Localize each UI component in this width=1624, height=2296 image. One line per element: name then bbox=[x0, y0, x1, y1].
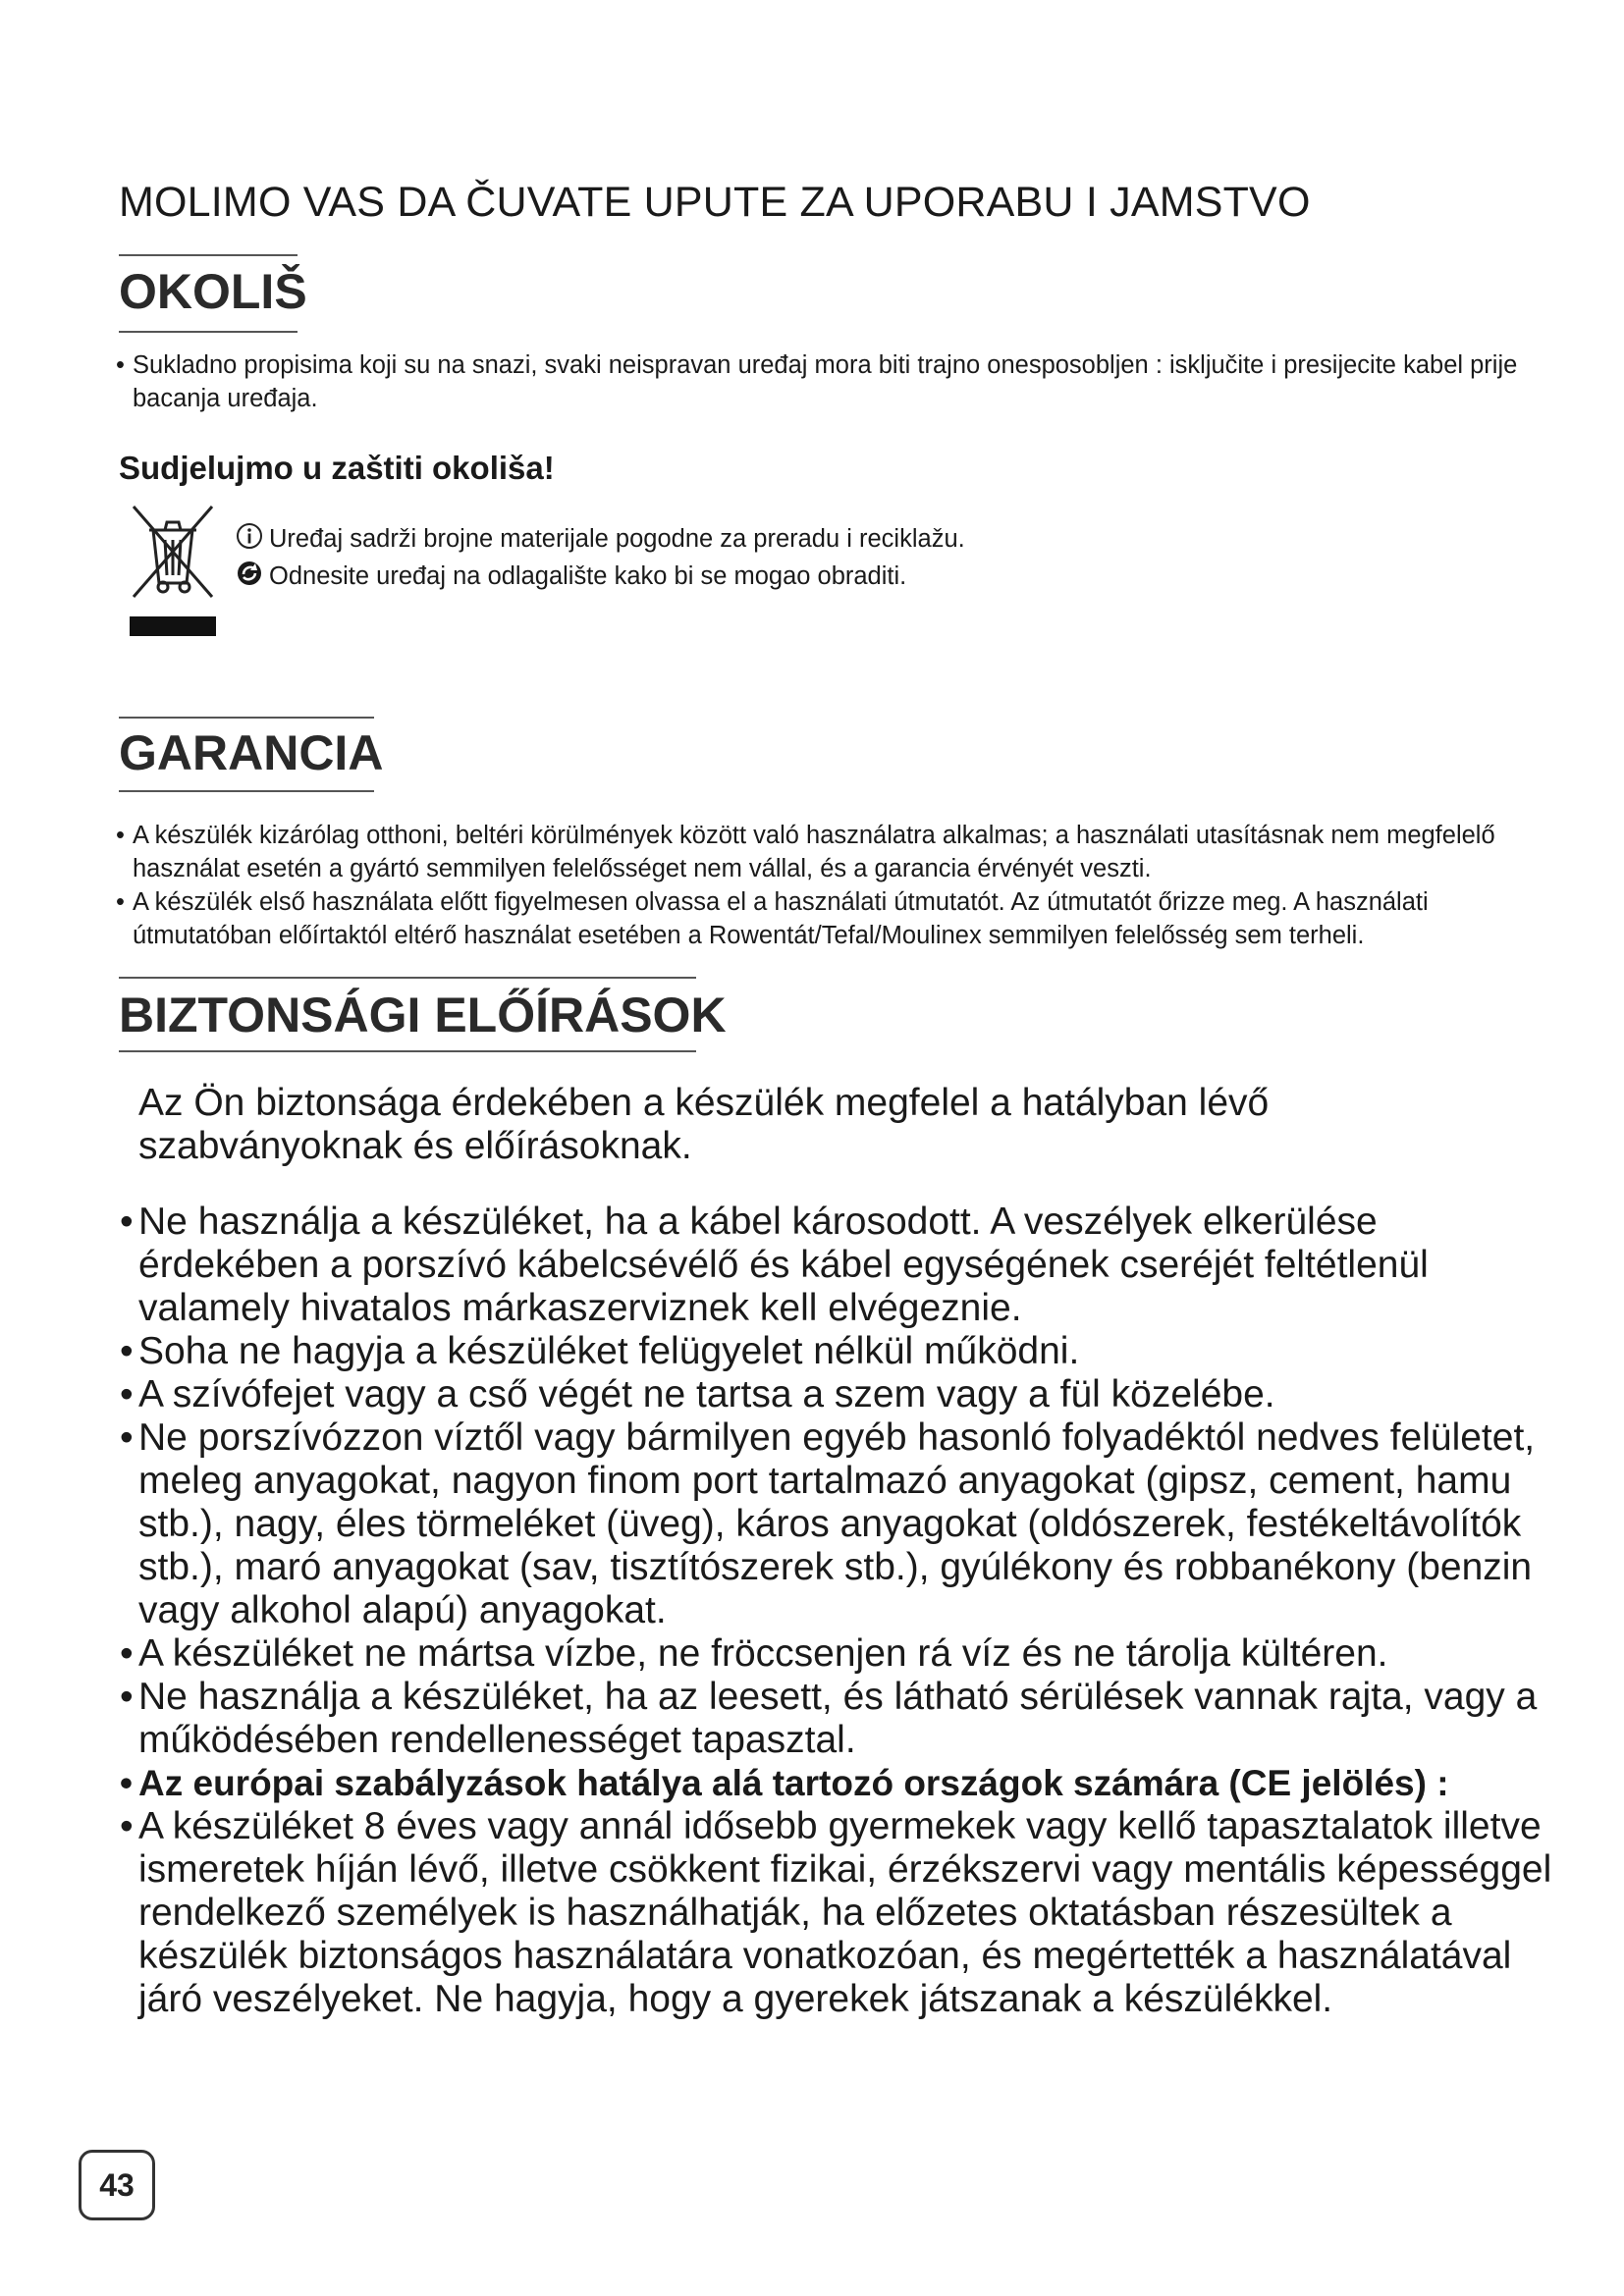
info-circle-icon bbox=[236, 522, 263, 559]
biztonsagi-bullets bbox=[120, 1201, 1553, 2021]
list-item: • A készülék kizárólag otthoni, beltéri körülmények között való használatra alkalmas; a használati utasításnak nem megfelelő használat esetén a gyártó semmilyen felelősséget nem vállal, és a garancia érvényét veszti. bbox=[116, 819, 1530, 885]
okolis-heading: OKOLIŠ bbox=[119, 264, 307, 319]
okolis-rule-bottom bbox=[119, 331, 298, 333]
list-item: • Ne használja a készüléket, ha az leesett, és látható sérülések vannak rajta, vagy a működésében rendellenességet tapasztal. bbox=[120, 1676, 1553, 1762]
okolis-info-row bbox=[236, 522, 965, 559]
list-item: • Ne porszívózzon víztől vagy bármilyen egyéb hasonló folyadéktól nedves felületet, meleg anyagokat, nagyon finom port tartalmazó anyagokat (gipsz, cement, hamu stb.), nagy, éles törmeléket (üveg), káros anyagokat (oldószerek, festékeltávolítók stb.), maró anyagokat (sav, tisztítószerek stb.), gyúlékony és robbanékony (benzin vagy alkohol alapú) anyagokat. bbox=[120, 1416, 1553, 1632]
document-title: MOLIMO VAS DA ČUVATE UPUTE ZA UPORABU I JAMSTVO bbox=[119, 179, 1311, 226]
list-item: • A készüléket ne mártsa vízbe, ne fröccsenjen rá víz és ne tárolja kültéren. bbox=[120, 1632, 1553, 1676]
list-item: • Ne használja a készüléket, ha a kábel károsodott. A veszélyek elkerülése érdekében a porszívó kábelcsévélő és kábel egységének cseréjét feltétlenül valamely hivatalos márkaszerviznek kell elvégeznie. bbox=[120, 1201, 1553, 1330]
ce-marking-note: • Az európai szabályzások hatálya alá tartozó országok számára (CE jelölés) : bbox=[120, 1762, 1553, 1805]
biztonsagi-rule-top bbox=[119, 977, 696, 979]
recycle-line-text: Odnesite uređaj na odlagalište kako bi se mogao obraditi. bbox=[269, 562, 907, 591]
biztonsagi-rule-bottom bbox=[119, 1050, 696, 1052]
info-line-text: Uređaj sadrži brojne materijale pogodne za preradu i reciklažu. bbox=[269, 525, 965, 554]
okolis-recycle-row bbox=[236, 560, 906, 596]
garancia-rule-top bbox=[119, 717, 374, 719]
list-item: • A készüléket 8 éves vagy annál idősebb gyermekek vagy kellő tapasztalatok illetve ismeretek híján lévő, illetve csökkent fizikai, érzékszervi vagy mentális képességgel rendelkező személyek is használhatják, ha előzetes oktatásban részesültek a készülék biztonságos használatára vonatkozóan, és megértették a használatával járó veszélyeket. Ne hagyja, hogy a gyerekek játszanak a készülékkel. bbox=[120, 1805, 1553, 2021]
page-number: 43 bbox=[79, 2150, 155, 2220]
list-item: • Sukladno propisima koji su na snazi, svaki neispravan uređaj mora biti trajno onesposobljen : isključite i presijecite kabel prije bacanja uređaja. bbox=[116, 348, 1530, 415]
biztonsagi-intro: Az Ön biztonsága érdekében a készülék megfelel a hatályban lévő szabványoknak és előírásoknak. bbox=[138, 1082, 1270, 1167]
list-item: • Soha ne hagyja a készüléket felügyelet nélkül működni. bbox=[120, 1330, 1553, 1373]
list-item: • A készülék első használata előtt figyelmesen olvassa el a használati útmutatót. Az útmutatót őrizze meg. A használati útmutatóban előírtaktól eltérő használat esetében a Rowentát/Tefal/Moulinex semmilyen felelősség sem terheli. bbox=[116, 885, 1530, 952]
garancia-heading: GARANCIA bbox=[119, 725, 384, 780]
garancia-bullets bbox=[116, 819, 1530, 952]
biztonsagi-heading: BIZTONSÁGI ELŐÍRÁSOK bbox=[119, 988, 727, 1042]
weee-bin-icon bbox=[128, 501, 218, 640]
recycle-arrow-icon bbox=[236, 560, 263, 596]
list-item: • A szívófejet vagy a cső végét ne tartsa a szem vagy a fül közelébe. bbox=[120, 1373, 1553, 1416]
garancia-rule-bottom bbox=[119, 790, 374, 792]
okolis-subheading: Sudjelujmo u zaštiti okoliša! bbox=[119, 450, 555, 486]
okolis-bullets bbox=[116, 348, 1530, 415]
okolis-rule-top bbox=[119, 254, 298, 256]
